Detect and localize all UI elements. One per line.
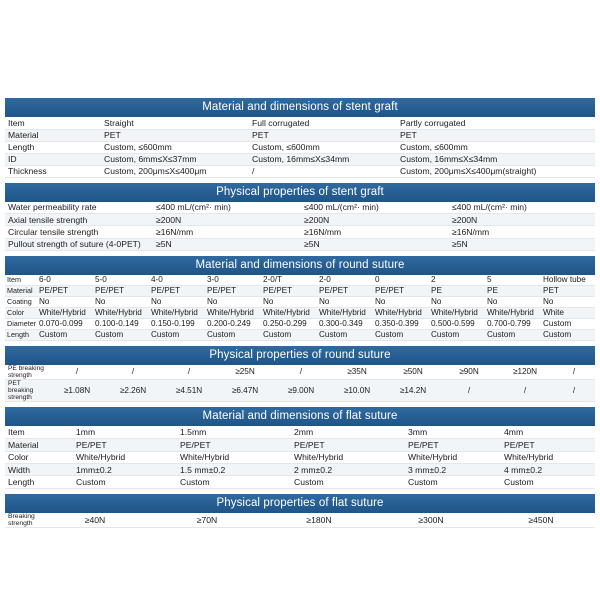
table-cell: Custom [291,476,405,488]
table-cell: Custom [541,330,595,341]
table-cell: White/Hybrid [93,308,149,319]
row-label: PE breaking strength [5,365,49,380]
table-cell: 2 mm±0.2 [291,463,405,475]
table-cell: 1mm [73,426,177,438]
table-cell: Custom [541,319,595,330]
table-row [5,165,595,177]
row-label: Material [5,439,73,451]
section-header: Material and dimensions of round suture [5,256,595,275]
table-cell: 0.700-0.799 [485,319,541,330]
table-cell: PE/PET [37,286,93,297]
table-cell: Custom [261,330,317,341]
table-cell: White/Hybrid [177,451,291,463]
table-cell: 0.300-0.349 [317,319,373,330]
table-cell: 2mm [291,426,405,438]
table-cell: White/Hybrid [501,451,595,463]
table-cell: ≥200N [449,214,595,226]
row-label: Item [5,275,37,286]
table-cell: White/Hybrid [37,308,93,319]
row-label: Width [5,463,73,475]
table-cell: PET [541,286,595,297]
flat-suture-properties-table [5,513,595,529]
table-cell: PE/PET [405,439,501,451]
table-cell: 0 [373,275,429,286]
row-label: Length [5,141,101,153]
table-cell: White/Hybrid [261,308,317,319]
table-cell: PE/PET [317,286,373,297]
table-cell: No [93,297,149,308]
table-cell: Custom, 16mm≤X≤34mm [249,153,397,165]
table-cell: White/Hybrid [205,308,261,319]
table-cell: 4 mm±0.2 [501,463,595,475]
table-cell: White/Hybrid [405,451,501,463]
table-row [5,513,595,528]
table-cell: / [497,380,553,402]
table-cell: ≥16N/mm [301,226,449,238]
table-cell: ≥5N [153,238,301,250]
table-cell: 1.5 mm±0.2 [177,463,291,475]
table-cell: Custom, 200μm≤X≤400μm(straight) [397,165,595,177]
table-cell: No [429,297,485,308]
row-label: Thickness [5,165,101,177]
section-header: Physical properties of round suture [5,346,595,365]
table-cell: / [553,365,595,380]
table-cell: No [261,297,317,308]
row-label: Item [5,426,73,438]
row-label: Pullout strength of suture (4-0PET) [5,238,153,250]
row-label: Material [5,129,101,141]
table-cell: White/Hybrid [373,308,429,319]
stent-dimensions-table [5,117,595,178]
table-row [5,426,595,438]
table-cell: Straight [101,117,249,129]
table-cell: ≥2.26N [105,380,161,402]
table-cell: Custom, 16mm≤X≤34mm [397,153,595,165]
table-cell: PE [485,286,541,297]
table-cell: Custom, ≤600mm [249,141,397,153]
table-cell: Custom, 6mm≤X≤37mm [101,153,249,165]
table-cell: No [373,297,429,308]
table-cell: ≤400 mL/(cm²· min) [301,202,449,214]
table-cell: No [485,297,541,308]
table-cell: Custom [93,330,149,341]
table-cell: / [273,365,329,380]
table-row [5,129,595,141]
section-header: Physical properties of stent graft [5,183,595,202]
table-cell: / [161,365,217,380]
row-label: Axial tensile strength [5,214,153,226]
flat-suture-dimensions-table [5,426,595,488]
table-cell: ≥25N [217,365,273,380]
table-row [5,141,595,153]
table-cell: ≥180N [263,513,375,528]
table-cell: Custom [37,330,93,341]
stent-properties-section [5,183,595,251]
section-header: Material and dimensions of flat suture [5,407,595,426]
round-suture-dimensions-table [5,275,595,342]
table-row [5,214,595,226]
table-row [5,365,595,380]
round-suture-properties-table [5,365,595,402]
table-cell: Custom, 200μm≤X≤400μm [101,165,249,177]
table-cell: ≥200N [301,214,449,226]
table-cell: 3-0 [205,275,261,286]
section-header: Physical properties of flat suture [5,494,595,513]
table-row [5,451,595,463]
table-row [5,308,595,319]
table-cell: White [541,308,595,319]
table-cell: PE [429,286,485,297]
table-cell: PE/PET [261,286,317,297]
table-cell: 0.070-0.099 [37,319,93,330]
round-suture-dimensions-section [5,256,595,342]
table-row [5,380,595,402]
table-cell: White/Hybrid [149,308,205,319]
table-cell: 5-0 [93,275,149,286]
table-cell: 0.500-0.599 [429,319,485,330]
section-header: Material and dimensions of stent graft [5,98,595,117]
table-row [5,238,595,250]
table-cell: 3 mm±0.2 [405,463,501,475]
row-label: Length [5,330,37,341]
table-cell: White/Hybrid [485,308,541,319]
row-label: Item [5,117,101,129]
table-cell: No [149,297,205,308]
table-cell: No [205,297,261,308]
table-cell: ≥9.00N [273,380,329,402]
table-cell: ≥200N [153,214,301,226]
table-cell: ≥14.2N [385,380,441,402]
table-cell: ≤400 mL/(cm²· min) [153,202,301,214]
table-cell: ≥120N [497,365,553,380]
table-cell: Custom, ≤600mm [397,141,595,153]
row-label: Color [5,308,37,319]
table-cell: Partly corrugated [397,117,595,129]
row-label: Diameter [7,319,37,329]
round-suture-properties-section [5,346,595,402]
table-cell: Custom [405,476,501,488]
table-cell: 3mm [405,426,501,438]
flat-suture-dimensions-section [5,407,595,488]
table-cell: PE/PET [73,439,177,451]
table-cell: Custom [205,330,261,341]
table-cell: / [49,365,105,380]
stent-dimensions-section [5,98,595,178]
row-label: Coating [5,297,37,308]
table-cell: 2-0/T [261,275,317,286]
table-row [5,297,595,308]
table-cell: Custom [373,330,429,341]
table-cell: White/Hybrid [73,451,177,463]
table-cell: ≥300N [375,513,487,528]
table-cell: ≥90N [441,365,497,380]
table-cell: 5 [485,275,541,286]
table-row [5,153,595,165]
table-cell: 2 [429,275,485,286]
table-cell: 0.350-0.399 [373,319,429,330]
table-row [5,439,595,451]
table-cell: ≥450N [487,513,595,528]
table-row [5,117,595,129]
table-cell: / [249,165,397,177]
row-label: ID [5,153,101,165]
table-cell: PE/PET [373,286,429,297]
table-row [5,286,595,297]
table-cell: ≥1.08N [49,380,105,402]
table-cell: / [441,380,497,402]
table-cell: 2-0 [317,275,373,286]
table-cell: ≥5N [449,238,595,250]
table-cell: Full corrugated [249,117,397,129]
table-cell: 0.100-0.149 [93,319,149,330]
table-cell: ≥4.51N [161,380,217,402]
stent-properties-table [5,202,595,251]
flat-suture-properties-section [5,494,595,529]
table-cell: PE/PET [177,439,291,451]
table-cell: 6-0 [37,275,93,286]
table-cell: 4-0 [149,275,205,286]
table-cell: ≥16N/mm [153,226,301,238]
table-cell: ≥10.0N [329,380,385,402]
table-cell: No [37,297,93,308]
spec-sheet [5,98,595,528]
row-label: Length [5,476,73,488]
table-cell: ≤400 mL/(cm²· min) [449,202,595,214]
table-cell: ≥40N [39,513,151,528]
table-cell: 0.200-0.249 [205,319,261,330]
table-cell: Custom, ≤600mm [101,141,249,153]
table-cell: 0.250-0.299 [261,319,317,330]
table-row [5,275,595,286]
table-cell: White/Hybrid [317,308,373,319]
table-cell: PE/PET [93,286,149,297]
table-cell: Custom [485,330,541,341]
table-cell: No [541,297,595,308]
table-cell: ≥35N [329,365,385,380]
table-cell: White/Hybrid [291,451,405,463]
table-cell: Custom [501,476,595,488]
table-cell: PE/PET [501,439,595,451]
table-cell: Custom [73,476,177,488]
table-cell: 1.5mm [177,426,291,438]
table-cell: Custom [317,330,373,341]
table-cell: ≥6.47N [217,380,273,402]
row-label: Water permeability rate [5,202,153,214]
row-label: Material [5,286,37,297]
table-cell: Custom [177,476,291,488]
table-cell: Hollow tube [541,275,595,286]
table-cell: 0.150-0.199 [149,319,205,330]
table-cell: ≥5N [301,238,449,250]
table-cell: PET [101,129,249,141]
table-row [5,330,595,341]
table-cell: 4mm [501,426,595,438]
table-row [5,319,595,330]
table-cell: / [105,365,161,380]
table-row [5,226,595,238]
table-row [5,463,595,475]
table-cell: PE/PET [291,439,405,451]
table-cell: PET [249,129,397,141]
row-label: PET breaking strength [5,380,49,402]
table-row [5,476,595,488]
table-cell: PET [397,129,595,141]
table-cell: No [317,297,373,308]
table-cell: 1mm±0.2 [73,463,177,475]
table-cell: / [553,380,595,402]
table-row [5,202,595,214]
table-cell: PE/PET [205,286,261,297]
table-cell: Custom [149,330,205,341]
table-cell: PE/PET [149,286,205,297]
table-cell: ≥70N [151,513,263,528]
table-cell: ≥50N [385,365,441,380]
row-label: Breaking strength [5,513,39,528]
row-label: Circular tensile strength [5,226,153,238]
table-cell: White/Hybrid [429,308,485,319]
row-label: Color [5,451,73,463]
table-cell: Custom [429,330,485,341]
table-cell: ≥16N/mm [449,226,595,238]
